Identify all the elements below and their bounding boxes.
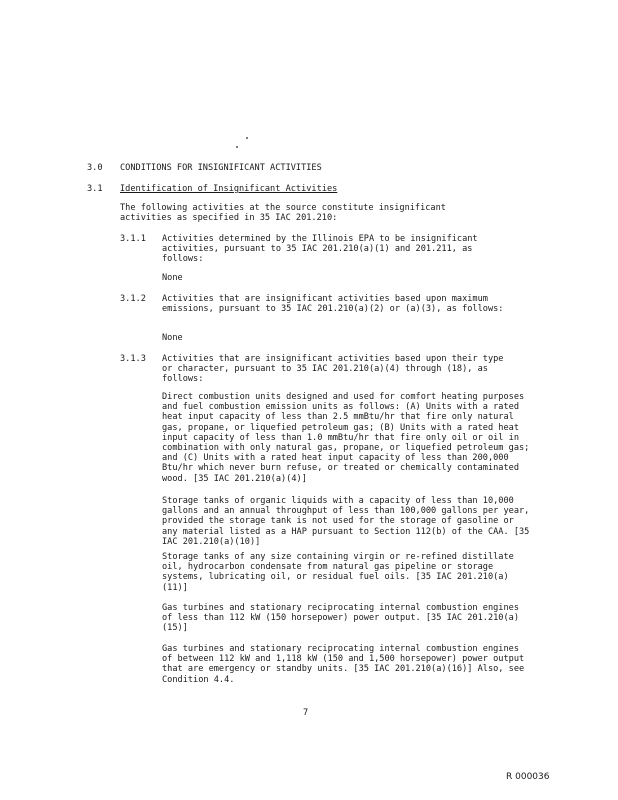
subsection-number: 3.1 <box>87 184 103 194</box>
item-none: None <box>162 273 183 283</box>
item-paragraph: Storage tanks of any size containing virgin or re-refined distillate oil, hydrocarbon condensate from natural gas pipeline or storage systems, lubricating oil, or residual fuel oils. [35 IAC 201.210(a)(11)] <box>162 552 514 593</box>
bates-number: R 000036 <box>506 772 550 782</box>
section-title: CONDITIONS FOR INSIGNIFICANT ACTIVITIES <box>120 163 322 173</box>
subsection-title: Identification of Insignificant Activities <box>120 184 338 194</box>
item-paragraph: Direct combustion units designed and used for comfort heating purposes and fuel combustion emission units as follows: (A) Units with a rated heat input capacity of less than 2.5 mmBtu/hr that fire only natural gas, propane, or liquefied petroleum gas; (B) Units with a rated heat input capacity of less than 1.0 mmBtu/hr that fire only oil or oil in combination with only natural gas, propane, or liquefied petroleum gas; and (C) Units with a rated heat input capacity of less than 200,000 Btu/hr which never burn refuse, or treated or chemically contaminated wood. [35 IAC 201.210(a)(4)] <box>162 392 530 484</box>
item-number: 3.1.1 <box>120 234 146 244</box>
section-number: 3.0 <box>87 163 103 173</box>
item-text: Activities that are insignificant activities based upon their type or character, pursuant to 35 IAC 201.210(a)(4) through (18), as follows: <box>162 354 504 385</box>
item-none: None <box>162 333 183 343</box>
scan-mark <box>236 146 238 148</box>
page-number: 7 <box>303 708 309 718</box>
item-text: Activities that are insignificant activities based upon maximum emissions, pursuant to 35 IAC 201.210(a)(2) or (a)(3), as follows: <box>162 294 504 315</box>
item-paragraph: Gas turbines and stationary reciprocating internal combustion engines of between 112 kW and 1,118 kW (150 and 1,500 horsepower) power output that are emergency or standby units. [35 IAC 201.210(a)(16)] Also, see Condition 4.4. <box>162 644 525 685</box>
scan-mark <box>246 137 248 139</box>
item-number: 3.1.2 <box>120 294 146 304</box>
subsection-intro: The following activities at the source constitute insignificant activities as specified in 35 IAC 201.210: <box>120 203 446 224</box>
item-number: 3.1.3 <box>120 354 146 364</box>
item-text: Activities determined by the Illinois EPA to be insignificant activities, pursuant to 35 IAC 201.210(a)(1) and 201.211, as follows: <box>162 234 478 265</box>
item-paragraph: Storage tanks of organic liquids with a capacity of less than 10,000 gallons and an annual throughput of less than 100,000 gallons per year, provided the storage tank is not used for the storage of gasoline or any material listed as a HAP pursuant to Section 112(b) of the CAA. [35 IAC 201.210(a)(10)] <box>162 496 530 547</box>
item-paragraph: Gas turbines and stationary reciprocating internal combustion engines of less than 112 kW (150 horsepower) power output. [35 IAC 201.210(a)(15)] <box>162 603 519 634</box>
